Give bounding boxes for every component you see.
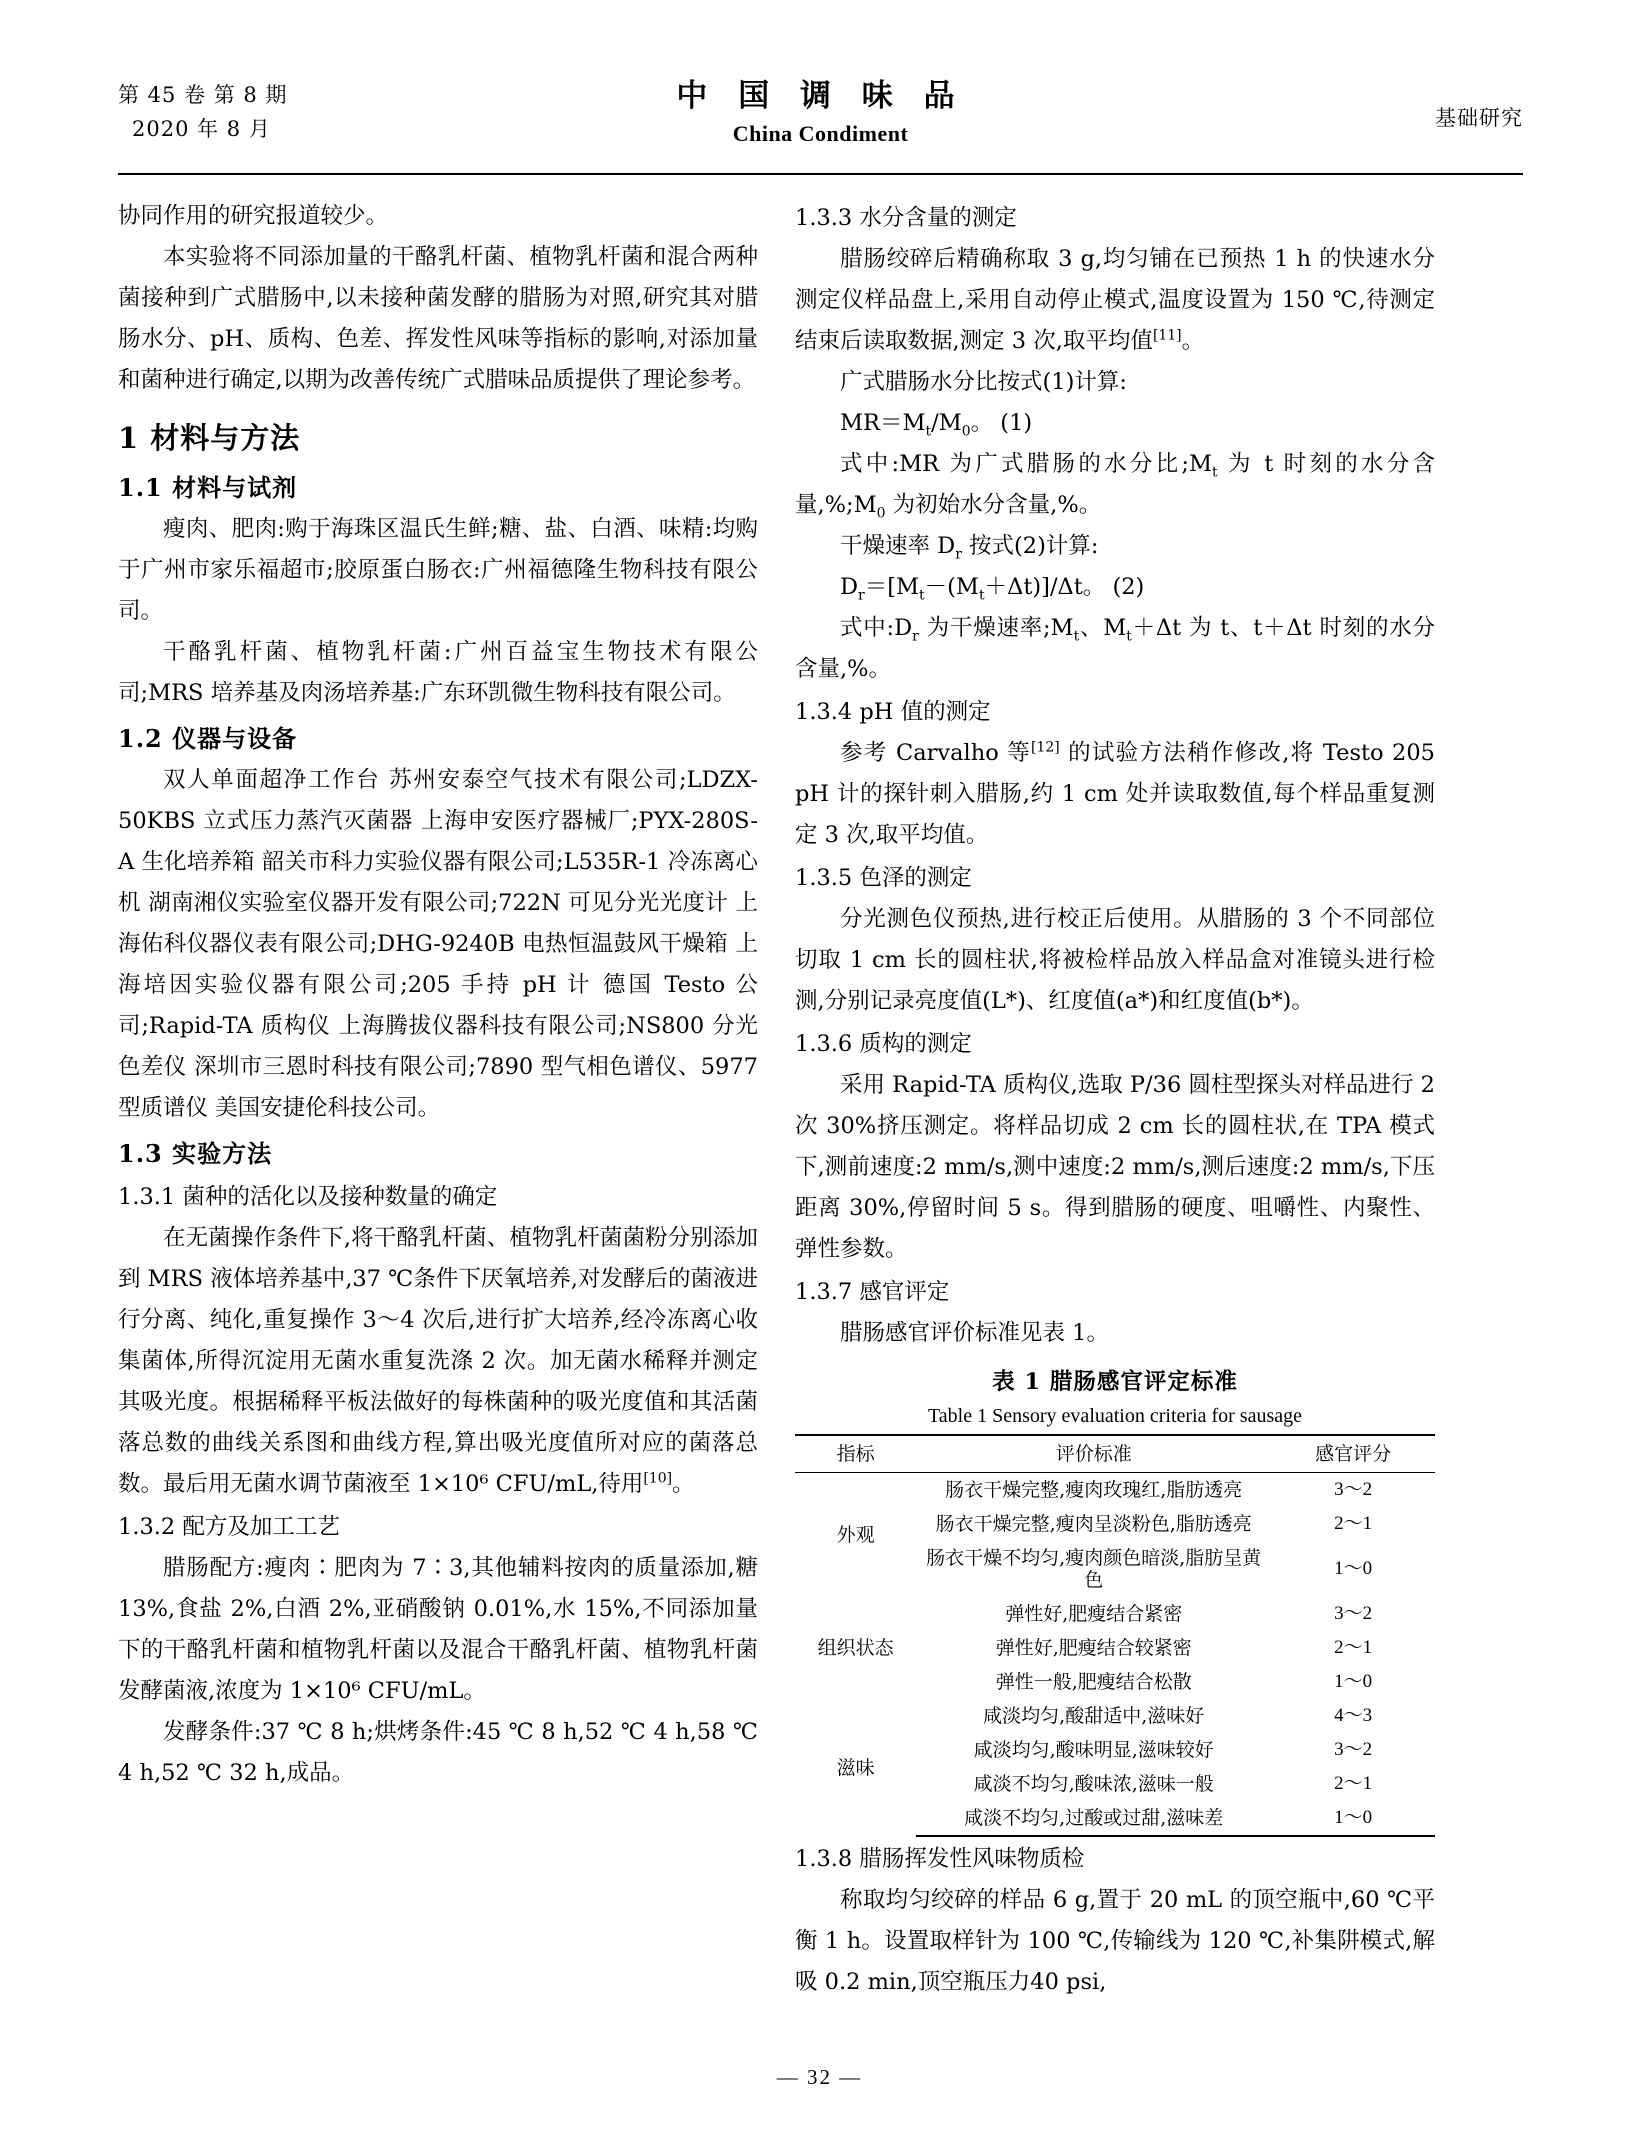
paragraph-1-3-3-d: 干燥速率 $D_r$ 按式(2)计算: bbox=[840, 533, 1099, 563]
header-title-block bbox=[118, 70, 1523, 147]
table-caption-cn: 表 1 腊肠感官评定标准 bbox=[992, 1369, 1238, 1395]
journal-title-en: China Condiment bbox=[732, 121, 909, 146]
right-column bbox=[795, 196, 1435, 2003]
header-date: 2020 年 8 月 bbox=[132, 117, 271, 141]
table-cell-criteria: 咸淡均匀,酸甜适中,滋味好 bbox=[983, 1705, 1205, 1727]
paragraph-1-3-7: 腊肠感官评价标准见表 1。 bbox=[840, 1320, 1109, 1346]
paragraph-intro-2: 本实验将不同添加量的干酪乳杆菌、植物乳杆菌和混合两种菌接种到广式腊肠中,以未接种菌发酵的腊肠为对照,研究其对腊肠水分、pH、质构、色差、挥发性风味等指标的影响,对添加量和菌种进行确定,以期为改善传统广式腊味品质提供了理论参考。 bbox=[118, 244, 758, 393]
table-cell-index: 滋味 bbox=[836, 1756, 875, 1779]
paragraph-1-2-1: 双人单面超净工作台 苏州安泰空气技术有限公司;LDZX-50KBS 立式压力蒸汽灭菌器 上海申安医疗器械厂;PYX-280S-A 生化培养箱 韶关市科力实验仪器有限公司;L535R-1 冷冻离心机 湖南湘仪实验室仪器开发有限公司;722N 可见分光光度计 上海佑科仪器仪表有限公司;DHG-9240B 电热恒温鼓风干燥箱 上海培因实验仪器有限公司;205 手持 pH 计 德国 Testo 公司;Rapid-TA 质构仪 上海腾拔仪器科技有限公司;NS800 分光色差仪 深圳市三恩时科技有限公司;7890 型气相色谱仪、5977 型质谱仪 美国安捷伦科技公司。 bbox=[118, 767, 758, 1121]
table-cell-score: 2～1 bbox=[1334, 1637, 1373, 1658]
table-col-score: 感官评分 bbox=[1271, 1435, 1435, 1473]
paragraph-1-3-2-a: 腊肠配方:瘦肉∶肥肉为 7∶3,其他辅料按肉的质量添加,糖 13%,食盐 2%,白酒 2%,亚硝酸钠 0.01%,水 15%,不同添加量下的干酪乳杆菌和植物乳杆菌以及混合干酪乳杆菌、植物乳杆菌发酵菌液,浓度为 1×10⁶ CFU/mL。 bbox=[118, 1555, 758, 1704]
paragraph-1-3-2-b: 发酵条件:37 ℃ 8 h;烘烤条件:45 ℃ 8 h,52 ℃ 4 h,58 ℃ 4 h,52 ℃ 32 h,成品。 bbox=[118, 1719, 758, 1786]
page-header bbox=[118, 78, 1523, 156]
table-cell-criteria: 咸淡均匀,酸味明显,滋味较好 bbox=[973, 1739, 1214, 1761]
formula-1-line: $MR=M_t/M_0$。 (1) bbox=[840, 410, 1033, 440]
formula-2-line: $D_r=[M_t-(M_t+\Delta t)]/\Delta t$。 (2) bbox=[840, 574, 1145, 604]
paragraph-intro-tail: 协同作用的研究报道较少。 bbox=[118, 203, 389, 229]
table-cell-criteria: 弹性好,肥瘦结合紧密 bbox=[1005, 1603, 1183, 1625]
table-header-row bbox=[795, 1435, 1435, 1473]
section-heading-1-3-8: 1.3.8 腊肠挥发性风味物质检 bbox=[795, 1846, 1085, 1872]
section-heading-1-3-5: 1.3.5 色泽的测定 bbox=[795, 865, 972, 891]
table-cell-score: 3～2 bbox=[1334, 1603, 1373, 1624]
table-cell-criteria: 弹性好,肥瘦结合较紧密 bbox=[995, 1637, 1192, 1659]
table-body bbox=[795, 1473, 1435, 1837]
table-cell-score: 3～2 bbox=[1334, 1479, 1373, 1500]
paragraph-1-3-8: 称取均匀绞碎的样品 6 g,置于 20 mL 的顶空瓶中,60 ℃平衡 1 h。设置取样针为 100 ℃,传输线为 120 ℃,补集阱模式,解吸 0.2 min,顶空瓶压力40 psi, bbox=[795, 1887, 1435, 1995]
paragraph-1-3-6: 采用 Rapid-TA 质构仪,选取 P/36 圆柱型探头对样品进行 2 次 30%挤压测定。将样品切成 2 cm 长的圆柱状,在 TPA 模式下,测前速度:2 mm/s,测中速度:2 mm/s,测后速度:2 mm/s,下压距离 30%,停留时间 5 s。得到腊肠的硬度、咀嚼性、内聚性、弹性参数。 bbox=[795, 1072, 1435, 1262]
table-cell-criteria: 弹性一般,肥瘦结合松散 bbox=[995, 1671, 1192, 1693]
header-volume: 第 45 卷 第 8 期 bbox=[118, 83, 288, 107]
section-heading-1-3-3: 1.3.3 水分含量的测定 bbox=[795, 205, 1017, 231]
table-cell-criteria: 咸淡不均匀,酸味浓,滋味一般 bbox=[973, 1773, 1214, 1795]
table-col-criteria: 评价标准 bbox=[916, 1435, 1271, 1473]
paragraph-1-3-3-b: 广式腊肠水分比按式(1)计算: bbox=[840, 369, 1127, 395]
paragraph-1-1-1: 瘦肉、肥肉:购于海珠区温氏生鲜;糖、盐、白酒、味精:均购于广州市家乐福超市;胶原蛋白肠衣:广州福德隆生物科技有限公司。 bbox=[118, 516, 758, 624]
section-heading-1-3-6: 1.3.6 质构的测定 bbox=[795, 1031, 972, 1057]
paragraph-1-3-5: 分光测色仪预热,进行校正后使用。从腊肠的 3 个不同部位切取 1 cm 长的圆柱状,将被检样品放入样品盒对准镜头进行检测,分别记录亮度值(L*)、红度值(a*)和红度值(b*)。 bbox=[795, 906, 1435, 1014]
paragraph-1-3-4: 参考 Carvalho 等[12] 的试验方法稍作修改,将 Testo 205 pH 计的探针刺入腊肠,约 1 cm 处并读取数值,每个样品重复测定 3 次,取平均值。 bbox=[795, 739, 1435, 848]
table-row bbox=[795, 1597, 1435, 1631]
sensory-evaluation-table bbox=[795, 1434, 1435, 1837]
table-row bbox=[795, 1473, 1435, 1508]
section-heading-1-3-4: 1.3.4 pH 值的测定 bbox=[795, 699, 991, 725]
section-heading-1-2: 1.2 仪器与设备 bbox=[118, 724, 298, 753]
header-category: 基础研究 bbox=[1435, 106, 1523, 130]
table-caption-en: Table 1 Sensory evaluation criteria for sausage bbox=[927, 1405, 1302, 1427]
table-cell-criteria: 肠衣干燥不均匀,瘦肉颜色暗淡,脂肪呈黄色 bbox=[926, 1547, 1262, 1591]
paragraph-1-3-1: 在无菌操作条件下,将干酪乳杆菌、植物乳杆菌菌粉分别添加到 MRS 液体培养基中,37 ℃条件下厌氧培养,对发酵后的菌液进行分离、纯化,重复操作 3～4 次后,进行扩大培养,经冷冻离心收集菌体,所得沉淀用无菌水重复洗涤 2 次。加无菌水稀释并测定其吸光度。根据稀释平板法做好的每株菌种的吸光度值和其活菌落总数的曲线关系图和曲线方程,算出吸光度值所对应的菌落总数。最后用无菌水调节菌液至 1×10⁶ CFU/mL,待用[10]。 bbox=[118, 1225, 758, 1497]
table-cell-criteria: 咸淡不均匀,过酸或过甜,滋味差 bbox=[916, 1801, 1271, 1836]
left-column bbox=[118, 196, 758, 1794]
section-heading-1-3-1: 1.3.1 菌种的活化以及接种数量的确定 bbox=[118, 1184, 498, 1210]
page-number: — 32 — bbox=[776, 2065, 863, 2089]
table-cell-score: 1～0 bbox=[1334, 1671, 1373, 1692]
paragraph-1-3-3-e: 式中$:D_r$ 为干燥速率$;M_t$、$M_t+\Delta t$ 为 t、t＋Δt 时刻的水分含量,%。 bbox=[795, 615, 1435, 682]
table-cell-score: 2～1 bbox=[1334, 1773, 1373, 1794]
table-col-index: 指标 bbox=[795, 1435, 916, 1473]
section-heading-1-3-2: 1.3.2 配方及加工工艺 bbox=[118, 1514, 340, 1540]
paragraph-1-1-2: 干酪乳杆菌、植物乳杆菌:广州百益宝生物技术有限公司;MRS 培养基及肉汤培养基:广东环凯微生物科技有限公司。 bbox=[118, 639, 758, 706]
section-heading-1-3: 1.3 实验方法 bbox=[118, 1139, 273, 1168]
section-heading-1: 1 材料与方法 bbox=[118, 421, 301, 455]
section-heading-1-3-7: 1.3.7 感官评定 bbox=[795, 1279, 950, 1305]
table-cell-score: 1～0 bbox=[1334, 1558, 1373, 1579]
table-cell-score: 1～0 bbox=[1271, 1801, 1435, 1836]
paragraph-1-3-3-c: 式中:MR 为广式腊肠的水分比$;M_t$ 为 t 时刻的水分含量$,\%;M_0$ 为初始水分含量,%。 bbox=[795, 451, 1436, 522]
table-cell-criteria: 肠衣干燥完整,瘦肉玫瑰红,脂肪透亮 bbox=[945, 1479, 1243, 1501]
paragraph-1-3-3: 腊肠绞碎后精确称取 3 g,均匀铺在已预热 1 h 的快速水分测定仪样品盘上,采用自动停止模式,温度设置为 150 ℃,待测定结束后读取数据,测定 3 次,取平均值[11]。 bbox=[795, 246, 1435, 354]
header-divider bbox=[118, 173, 1523, 175]
table-cell-index: 组织状态 bbox=[817, 1637, 894, 1659]
journal-title-cn: 中 国 调 味 品 bbox=[676, 78, 965, 114]
section-heading-1-1: 1.1 材料与试剂 bbox=[118, 473, 298, 502]
table-row bbox=[795, 1699, 1435, 1733]
table-cell-score: 4～3 bbox=[1334, 1705, 1373, 1726]
table-cell-index: 外观 bbox=[836, 1524, 875, 1546]
table-cell-score: 3～2 bbox=[1334, 1739, 1373, 1760]
table-cell-score: 2～1 bbox=[1334, 1513, 1373, 1534]
table-cell-criteria: 肠衣干燥完整,瘦肉呈淡粉色,脂肪透亮 bbox=[935, 1513, 1252, 1535]
